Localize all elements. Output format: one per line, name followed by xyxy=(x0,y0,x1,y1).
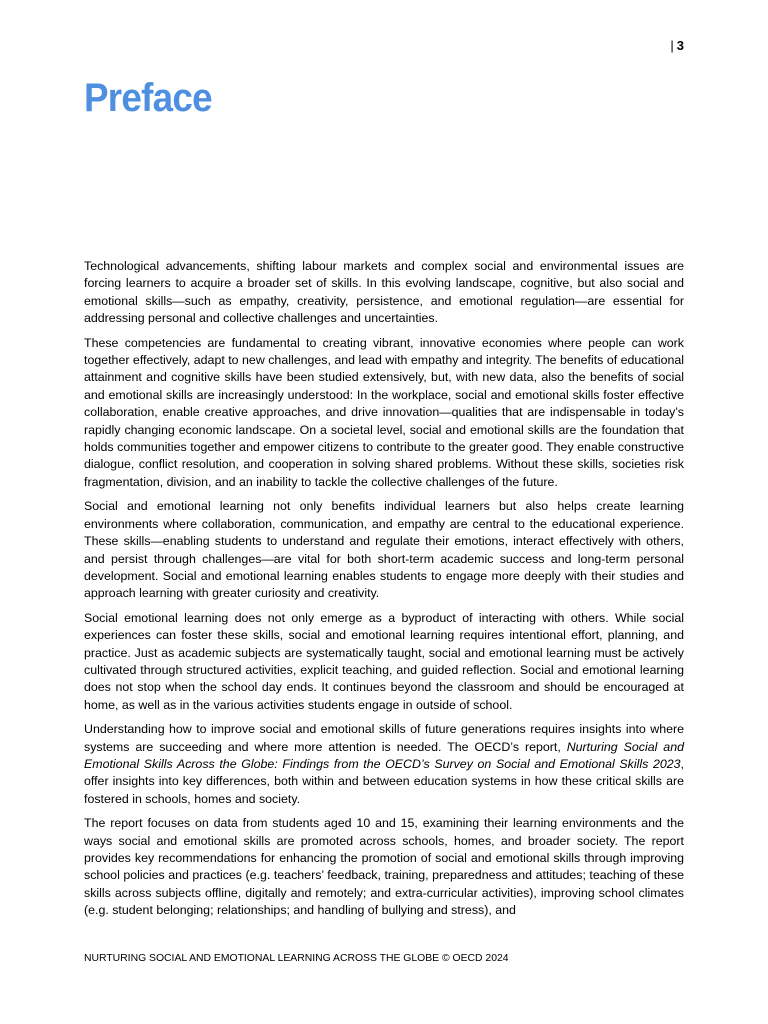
page-footer: NURTURING SOCIAL AND EMOTIONAL LEARNING ACROSS THE GLOBE © OECD 2024 xyxy=(84,953,509,964)
report-title-italic: Nurturing Social and Emotional Skills Across the Globe: Findings from the OECD’s Survey on Social and Emotional Skills 2023 xyxy=(84,739,684,771)
paragraph-6: The report focuses on data from students aged 10 and 15, examining their learning environments and the ways social and emotional skills are promoted across schools, homes, and broader society. The report provides key recommendations for enhancing the promotion of social and emotional skills through improving school policies and practices (e.g. teachers’ feedback, training, preparedness and attitudes; teaching of these skills across subjects offline, digitally and remotely; and extra-curricular activities), improving school climates (e.g. student belonging; relationships; and handling of bullying and stress), and xyxy=(84,816,684,918)
paragraph-5-text-before: Understanding how to improve social and emotional skills of future generations requires insights into where systems are succeeding and where more attention is needed. The OECD’s report, xyxy=(84,722,684,754)
paragraph-4: Social emotional learning does not only emerge as a byproduct of interacting with others. While social experiences can foster these skills, social and emotional learning requires intentional effort, planning, and practice. Just as academic subjects are systematically taught, social and emotional learning must be actively cultivated through structured activities, explicit teaching, and guided reflection. Social and emotional learning does not stop when the school day ends. It continues beyond the classroom and should be encouraged at home, as well as in the various activities students engage in outside of school. xyxy=(84,610,684,712)
paragraph-2: These competencies are fundamental to creating vibrant, innovative economies where people can work together effectively, adapt to new challenges, and lead with empathy and integrity. The benefits of educational attainment and cognitive skills have been studied extensively, but, with new data, also the benefits of social and emotional skills are increasingly understood: In the workplace, social and emotional skills foster effective collaboration, enable creative approaches, and drive innovation—qualities that are indispensable in today’s rapidly changing economic landscape. On a societal level, social and emotional skills are the foundation that holds communities together and empower citizens to contribute to the greater good. They enable constructive dialogue, conflict resolution, and cooperation in solving shared problems. Without these skills, societies risk fragmentation, division, and an inability to tackle the collective challenges of the future. xyxy=(84,335,684,489)
page-number-value: 3 xyxy=(676,38,684,53)
paragraph-5-text-after: , offer insights into key differences, both within and between education systems in how these critical skills are fostered in schools, homes and society. xyxy=(84,756,684,806)
page-title: Preface xyxy=(84,76,212,120)
paragraph-5 xyxy=(84,721,684,808)
preface-body xyxy=(84,258,684,920)
page-number xyxy=(670,38,684,53)
paragraph-3: Social and emotional learning not only benefits individual learners but also helps create learning environments where collaboration, communication, and empathy are central to the educational experience. These skills—enabling students to understand and regulate their emotions, interact effectively with others, and persist through challenges—are vital for both short-term academic success and long-term personal development. Social and emotional learning enables students to engage more deeply with their studies and approach learning with greater curiosity and creativity. xyxy=(84,499,684,601)
page-number-separator: | xyxy=(670,38,674,53)
paragraph-1: Technological advancements, shifting labour markets and complex social and environmental issues are forcing learners to acquire a broader set of skills. In this evolving landscape, cognitive, but also social and emotional skills—such as empathy, creativity, persistence, and emotional regulation—are essential for addressing personal and collective challenges and uncertainties. xyxy=(84,259,684,326)
